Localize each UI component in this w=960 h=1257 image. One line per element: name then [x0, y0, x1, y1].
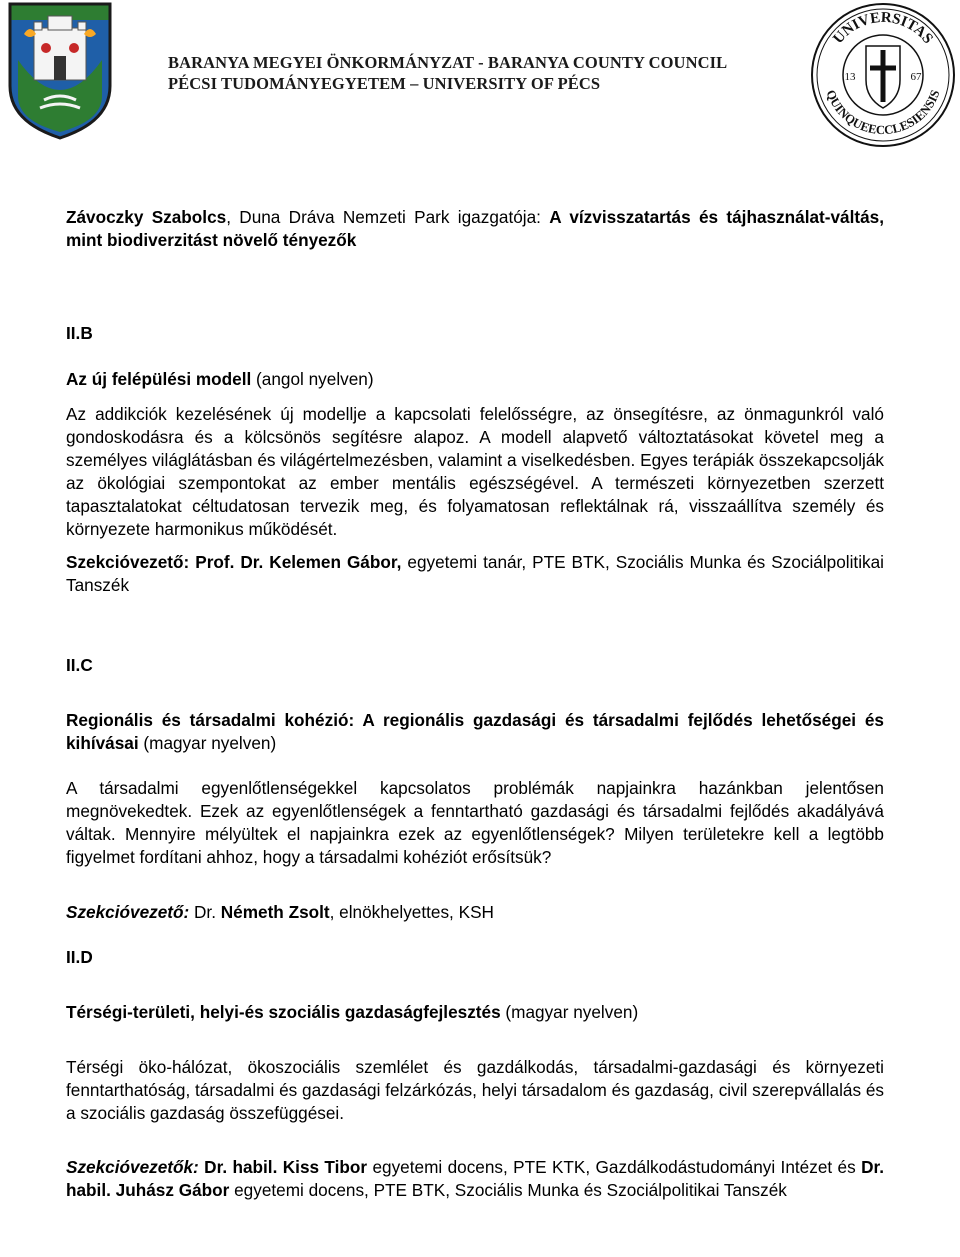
section-title-b — [66, 368, 884, 391]
section-code-d: II.D — [66, 947, 93, 967]
section-language: (magyar nyelven) — [500, 1002, 639, 1022]
section-chair-b — [66, 551, 884, 597]
chair1-title: Dr. habil. — [198, 1157, 278, 1177]
section-body-c: A társadalmi egyenlőtlenségekkel kapcsolatos problémák napjainkra hazánkban jelentősen megnövekedtek. Ezek az egyenlőtlenségek a fenntartható gazdasági és társadalmi fejlődés akadályává váltak. Mennyire mélyültek el napjainkra ezek az egyenlőtlenségek? Milyen területekre kell a legtöbb figyelmet fordítani ahhoz, hogy a társadalmi kohéziót erősítsük? — [66, 778, 884, 867]
section-title-text: Az új felépülési modell — [66, 369, 252, 389]
chair-title: Dr. — [189, 902, 216, 922]
university-name: PÉCSI TUDOMÁNYEGYETEM – UNIVERSITY OF PÉCS — [168, 74, 601, 93]
section-body-b: Az addikciók kezelésének új modellje a kapcsolati felelősségre, az önsegítésre, az önmagunkról való gondoskodásra és a kölcsönös segítésre alapoz. A modell alapvető változtatásokat követel meg a személyes világlátásban és világértelmezésben, valamint a viselkedésben. Egyes terápiák összekapcsolják az ökológiai szempontokat az ember mentális egészségével. A természeti környezetben szerzett tapasztalatokat céltudatosan tervezik meg, és folyamatosan reflektálnak rá, visszaállítva személy és környezete harmonikus működését. — [66, 404, 884, 539]
section-title-text: Regionális és társadalmi kohézió: A regionális gazdasági és társadalmi fejlődés lehetőségei és kihívásai — [66, 710, 884, 753]
section-title-c — [66, 709, 884, 755]
speaker-name: Závoczky Szabolcs — [66, 207, 227, 227]
chair-details: , elnökhelyettes, KSH — [329, 902, 494, 922]
svg-text:13: 13 — [844, 71, 856, 83]
intro-paragraph — [66, 206, 884, 252]
chair-label: Szekcióvezető: — [66, 902, 190, 922]
chair-label: Szekcióvezetők: — [66, 1157, 199, 1177]
chair-name: Prof. Dr. Kelemen Gábor, — [195, 552, 402, 572]
section-body-d: Térségi öko-hálózat, ökoszociális szemlélet és gazdálkodás, társadalmi-gazdasági és környezeti fenntarthatóság, társadalmi és gazdasági felzárkózás, helyi társadalom és gazdaság, civil szerepvállalás és a szociális gazdaság összefüggései. — [66, 1057, 884, 1123]
chair-label: Szekcióvezető: — [66, 552, 190, 572]
section-chair-c — [66, 901, 884, 924]
university-seal-logo — [810, 2, 956, 148]
section-language: (magyar nyelven) — [138, 733, 277, 753]
svg-text:QUINQUEECCLESIENSIS: QUINQUEECCLESIENSIS — [823, 87, 943, 138]
baranya-coat-of-arms-logo — [4, 0, 116, 140]
document-body — [66, 206, 884, 1202]
chair1-name: Kiss Tibor — [277, 1157, 368, 1177]
svg-text:67: 67 — [910, 71, 922, 83]
chair2-title: Dr. habil. — [66, 1157, 884, 1200]
talk-title: A vízvisszatartás és tájhasználat-váltás, mint biodiverzitást növelő tényezők — [66, 207, 885, 250]
section-title-text: Térségi-területi, helyi-és szociális gazdaságfejlesztés — [66, 1002, 501, 1022]
council-name: BARANYA MEGYEI ÖNKORMÁNYZAT - BARANYA COUNTY COUNCIL — [168, 53, 728, 72]
chair1-details: egyetemi docens, PTE KTK, Gazdálkodástudományi Intézet és — [367, 1157, 862, 1177]
section-code-c: II.C — [66, 655, 93, 675]
section-title-d — [66, 1001, 884, 1024]
section-language: (angol nyelven) — [251, 369, 374, 389]
svg-text:UNIVERSITAS: UNIVERSITAS — [830, 9, 936, 48]
chair-name: Németh Zsolt — [215, 902, 330, 922]
chair2-name: Juhász Gábor — [110, 1180, 230, 1200]
section-code-b: II.B — [66, 323, 93, 343]
speaker-role: , Duna Dráva Nemzeti Park igazgatója: — [226, 207, 550, 227]
letterhead — [0, 0, 960, 160]
chair2-details: egyetemi docens, PTE BTK, Szociális Munka és Szociálpolitikai Tanszék — [229, 1180, 787, 1200]
chair-details: egyetemi tanár, PTE BTK, Szociális Munka és Szociálpolitikai Tanszék — [66, 552, 884, 595]
section-chair-d — [66, 1156, 884, 1202]
